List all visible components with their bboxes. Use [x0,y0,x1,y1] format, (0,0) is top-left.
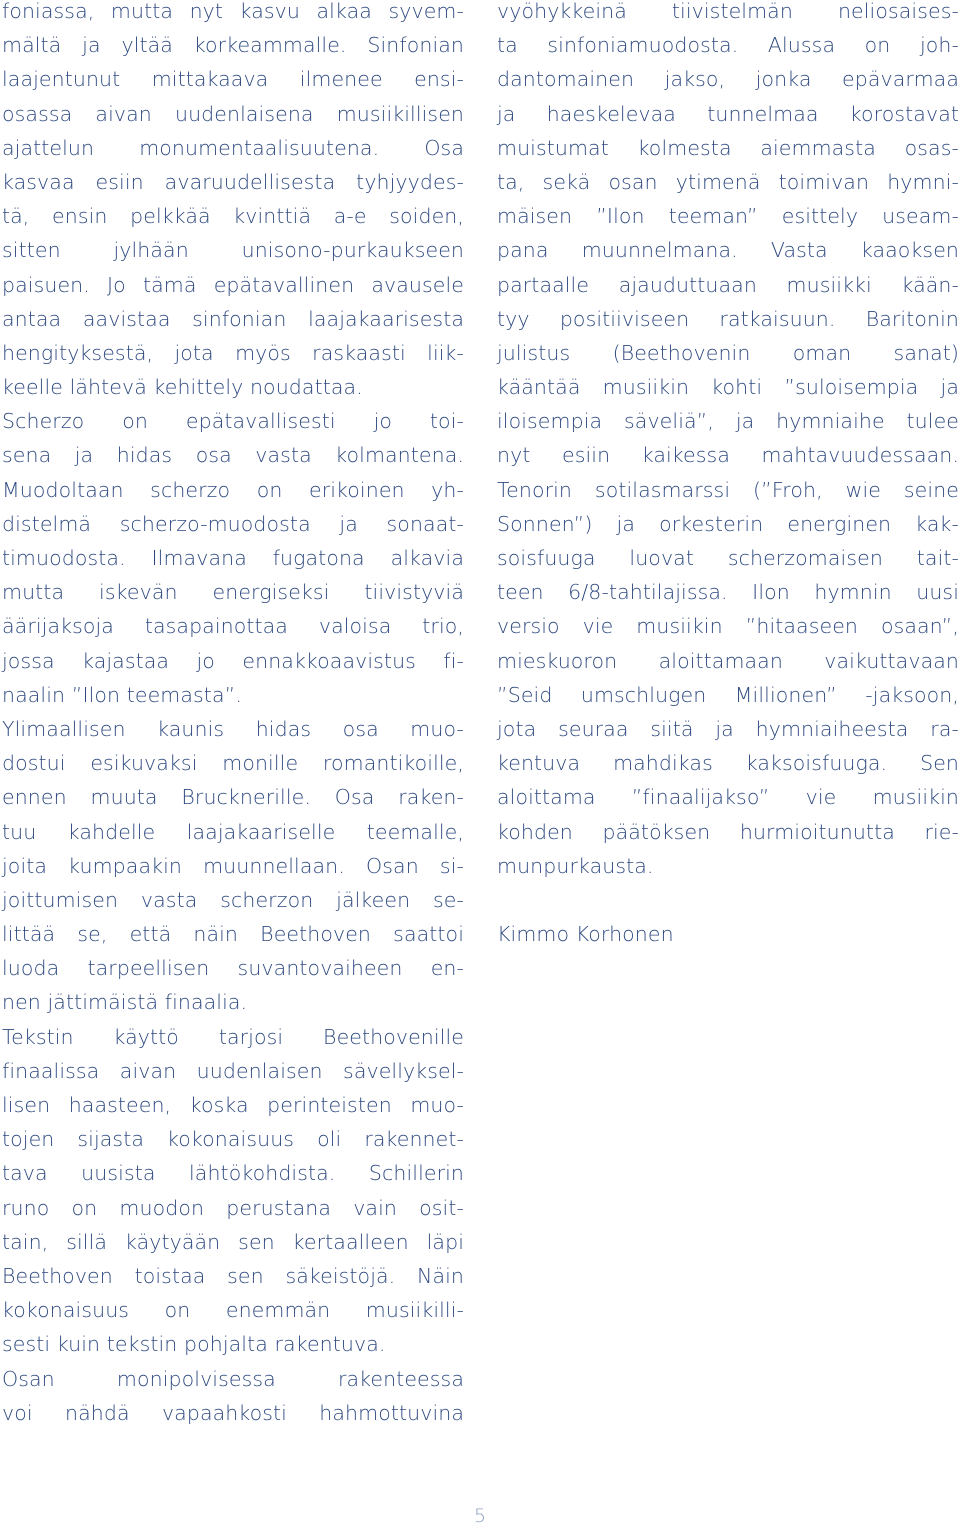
text-line: partaalle ajauduttuaan musiikki kään- [497,272,959,297]
text-line: mutta iskevän energiseksi tiivistyviä [2,580,464,605]
text-line: kasvaa esiin avaruudellisesta tyhjyydes- [2,169,464,194]
text-line: osassa aivan uudenlaisena musiikillisen [2,101,464,126]
text-line: mäisen ”Ilon teeman” esittely useam- [497,204,959,229]
paragraph-gap [497,883,959,917]
text-line: sitten jylhään unisono-purkaukseen [2,238,464,263]
text-line: muistumat kolmesta aiemmasta osas- [497,135,959,160]
text-line: Tekstin käyttö tarjosi Beethovenille [2,1024,464,1049]
text-line: tuu kahdelle laajakaariselle teemalle, [2,819,464,844]
text-line: versio vie musiikin ”hitaaseen osaan”, [497,614,959,639]
text-line: naalin ”Ilon teemasta”. [2,682,242,707]
author-signature: Kimmo Korhonen [497,922,674,947]
text-line: Muodoltaan scherzo on erikoinen yh- [2,477,464,502]
text-line: hengityksestä, jota myös raskaasti liik- [2,340,464,365]
text-line: ennen muuta Brucknerille. Osa raken- [2,785,464,810]
right-text-column [497,0,959,951]
text-line: dantomainen jakso, jonka epävarmaa [497,67,959,92]
text-line: nyt esiin kaikessa mahtavuudessaan. [497,443,959,468]
text-line: keelle lähtevä kehittely noudattaa. [2,375,363,400]
text-line: Ylimaallisen kaunis hidas osa muo- [2,716,464,741]
text-line: littää se, että näin Beethoven saattoi [2,922,464,947]
text-line: teen 6/8-tahtilajissa. Ilon hymnin uusi [497,580,959,605]
text-line: Osan monipolvisessa rakenteessa [2,1366,464,1391]
text-line: soisfuuga luovat scherzomaisen tait- [497,546,959,570]
text-line: distelmä scherzo-muodosta ja sonaat- [2,511,464,536]
text-line: sena ja hidas osa vasta kolmantena. [2,443,464,468]
text-line: tava uusista lähtökohdista. Schillerin [2,1161,464,1186]
text-line: tyy positiiviseen ratkaisuun. Baritonin [497,306,959,331]
text-line: Beethoven toistaa sen säkeistöjä. Näin [2,1263,464,1288]
text-line: pana muunnelmana. Vasta kaaoksen [497,238,959,263]
text-line: nen jättimäistä finaalia. [2,990,248,1015]
text-line: finaalissa aivan uudenlaisen sävellyksel- [2,1058,464,1083]
text-line: aloittama ”finaalijakso” vie musiikin [497,785,959,810]
text-line: julistus (Beethovenin oman sanat) [497,340,959,365]
text-line: jossa kajastaa jo ennakkoaavistus fi- [2,648,464,673]
text-line: ajattelun monumentaalisuutena. Osa [2,135,464,160]
text-line: ja haeskelevaa tunnelmaa korostavat [497,101,959,126]
text-line: foniassa, mutta nyt kasvu alkaa syvem- [2,0,464,23]
text-line: mieskuoron aloittamaan vaikuttavaan [497,648,959,673]
text-line: ta, sekä osan ytimenä toimivan hymni- [497,169,959,194]
text-line: sesti kuin tekstin pohjalta rakentuva. [2,1332,386,1357]
text-line: äärijaksoja tasapainottaa valoisa trio, [2,614,464,639]
right-text-body [497,0,959,883]
text-line: luoda tarpeellisen suvantovaiheen en- [2,956,464,981]
text-line: jota seuraa siitä ja hymniaiheesta ra- [497,716,959,741]
text-line: antaa aavistaa sinfonian laajakaarisesta [2,306,464,331]
text-line: ”Seid umschlugen Millionen” -jaksoon, [497,682,959,707]
text-line: joita kumpaakin muunnellaan. Osan si- [2,853,464,878]
text-line: kääntää musiikin kohti ”suloisempia ja [497,375,959,400]
page-number: 5 [473,1505,487,1527]
text-line: joittumisen vasta scherzon jälkeen se- [2,887,464,912]
text-line: Tenorin sotilasmarssi (”Froh, wie seine [497,477,959,502]
text-line: dostui esikuvaksi monille romantikoille, [2,751,464,776]
text-line: kentuva mahdikas kaksoisfuuga. Sen [497,751,959,776]
text-line: mältä ja yltää korkeammalle. Sinfonian [2,33,464,58]
text-line: timuodosta. Ilmavana fugatona alkavia [2,546,464,570]
text-line: kokonaisuus on enemmän musiikilli- [2,1298,464,1323]
text-line: paisuen. Jo tämä epätavallinen avausele [2,272,464,297]
text-line: kohden päätöksen hurmioitunutta rie- [497,819,959,844]
text-line: tä, ensin pelkkää kvinttiä a-e soiden, [2,204,464,229]
text-line: tojen sijasta kokonaisuus oli rakennet- [2,1127,464,1152]
text-line: munpurkausta. [497,853,654,878]
text-line: runo on muodon perustana vain osit- [2,1195,464,1220]
text-line: lisen haasteen, koska perinteisten muo- [2,1093,464,1117]
text-line: vyöhykkeinä tiivistelmän neliosaises- [497,0,959,23]
text-line: laajentunut mittakaava ilmenee ensi- [2,67,464,92]
text-line: iloisempia säveliä”, ja hymniaihe tulee [497,409,959,434]
text-line: voi nähdä vapaahkosti hahmottuvina [2,1400,464,1425]
text-line: Scherzo on epätavallisesti jo toi- [2,409,464,434]
text-line: ta sinfoniamuodosta. Alussa on joh- [497,33,959,58]
left-text-column [2,0,464,1430]
text-line: Sonnen”) ja orkesterin energinen kak- [497,511,959,536]
text-line: tain, sillä käytyään sen kertaalleen läpi [2,1229,464,1254]
